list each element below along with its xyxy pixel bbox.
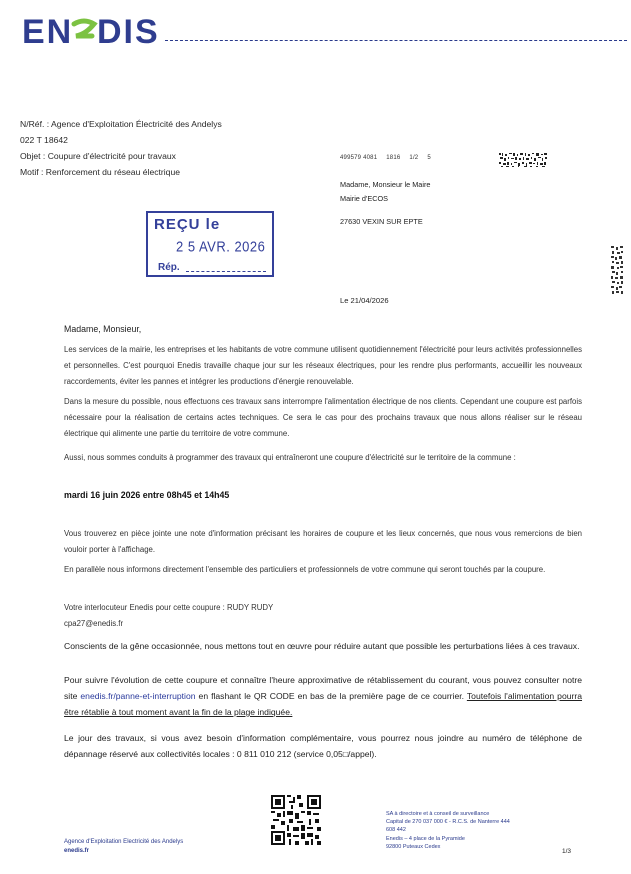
recipient-city: 27630 VEXIN SUR EPTE bbox=[340, 217, 423, 226]
footer-address2: 92800 Puteaux Cedex bbox=[386, 843, 441, 850]
svg-text:DIS: DIS bbox=[97, 13, 160, 50]
docnum-part: 1816 bbox=[386, 155, 401, 161]
received-stamp bbox=[146, 211, 274, 277]
docnum-part: 499579 4081 bbox=[340, 155, 378, 161]
footer-right bbox=[386, 810, 510, 851]
letter-date: Le 21/04/2026 bbox=[340, 296, 389, 305]
footer-address1: Enedis – 4 place de la Pyramide bbox=[386, 835, 465, 842]
recipient-line2: Mairie d'ECOS bbox=[340, 194, 389, 203]
paragraph-depannage: Le jour des travaux, si vous avez besoin d'information complémentaire, vous pourrez nous joindre au numéro de téléphone de dépannage réservé aux collectivités locales : 0 811 010 212 (service 0,05□/appel). bbox=[64, 733, 582, 759]
paragraph-suivi bbox=[64, 672, 582, 720]
barcode-side bbox=[610, 245, 624, 295]
docnum-part: 1/2 bbox=[409, 155, 419, 161]
footer-legal1: SA à directoire et à conseil de surveillance bbox=[386, 811, 490, 817]
suivi-text-b: en flashant le QR CODE en bas de la première page de ce courrier. bbox=[195, 691, 465, 701]
stamp-recu: REÇU le bbox=[154, 216, 221, 233]
schedule: mardi 16 juin 2026 entre 08h45 et 14h45 bbox=[64, 490, 230, 500]
paragraph-coupure: Dans la mesure du possible, nous effectuons ces travaux sans interrompre l'alimentation électrique de nos clients. Cependant une coupure est parfois nécessaire pour la réalisation de certains actes techniques. Ce sera le cas pour des prochains travaux que nous allons réaliser sur le réseau électrique qui alimente une partie du territoire de votre commune. bbox=[64, 397, 582, 438]
suivi-text-a: Pour suivre l'évolution de cette coupure et connaître l'heure approximative de rétablissement du courant, vous pouvez consulter notre site bbox=[64, 675, 582, 701]
reference-block bbox=[20, 116, 222, 180]
contact-email[interactable]: cpa27@enedis.fr bbox=[64, 619, 124, 628]
stamp-rep: Rép. bbox=[158, 262, 180, 273]
qr-code[interactable] bbox=[271, 795, 321, 845]
stamp-date: 2 5 AVR. 2026 bbox=[176, 238, 266, 255]
motif-line: Motif : Renforcement du réseau électrique bbox=[20, 167, 181, 177]
salutation: Madame, Monsieur, bbox=[64, 324, 142, 334]
recipient-line1: Madame, Monsieur le Maire bbox=[340, 180, 431, 189]
contact-line: Votre interlocuteur Enedis pour cette coupure : RUDY RUDY bbox=[64, 603, 274, 612]
page-number: 1/3 bbox=[562, 848, 572, 855]
footer-legal3: 608 442 bbox=[386, 827, 406, 834]
footer-left bbox=[64, 838, 183, 856]
enedis-logo bbox=[22, 10, 162, 50]
suivi-underline: Toutefois l'alimentation pourra être rétablie à tout moment avant la fin de la plage indiquée. bbox=[64, 691, 583, 717]
header-divider bbox=[165, 40, 627, 41]
barcode-top bbox=[498, 152, 548, 168]
paragraph-intro: Les services de la mairie, les entreprises et les habitants de votre commune utilisent quotidiennement l'électricité pour leurs activités professionnelles et personnelles. C'est pourquoi Enedis travaille chaque jour sur les réseaux électriques, pour les rendre plus performants, accueillir les nouveaux raccordements, éviter les pannes et intégrer les productions d'énergie renouvelable. bbox=[64, 345, 582, 386]
paragraph-piece-jointe: Vous trouverez en pièce jointe une note d'information précisant les horaires de coupure et les lieux concernés, que nous vous remercions de bien vouloir porter à l'affichage. bbox=[64, 529, 582, 554]
paragraph-gene: Conscients de la gêne occasionnée, nous mettons tout en œuvre pour réduire autant que possible les perturbations liées à ces travaux. bbox=[64, 641, 580, 651]
document-number bbox=[340, 155, 440, 161]
paragraph-information: En parallèle nous informons directement l'ensemble des particuliers et professionnels de votre commune qui seront touchés par la coupure. bbox=[64, 565, 546, 574]
paragraph-programme: Aussi, nous sommes conduits à programmer des travaux qui entraîneront une coupure d'électricité sur le territoire de la commune : bbox=[64, 453, 516, 462]
recipient-address bbox=[340, 178, 430, 206]
stamp-rep-line bbox=[186, 271, 266, 272]
panne-interruption-link[interactable]: enedis.fr/panne-et-interruption bbox=[80, 691, 196, 701]
footer-legal2: Capital de 270 037 000 € - R.C.S. de Nanterre 444 bbox=[386, 819, 510, 826]
footer-agency: Agence d'Exploitation Electricité des Andelys bbox=[64, 839, 184, 845]
objet-line: Objet : Coupure d'électricité pour travaux bbox=[20, 151, 176, 161]
svg-text:EN: EN bbox=[22, 13, 74, 50]
ref-code: 022 T 18642 bbox=[20, 135, 68, 145]
footer-website[interactable]: enedis.fr bbox=[64, 848, 90, 854]
ref-line: N/Réf. : Agence d'Exploitation Électricité des Andelys bbox=[20, 119, 222, 129]
docnum-part: 5 bbox=[427, 155, 431, 161]
